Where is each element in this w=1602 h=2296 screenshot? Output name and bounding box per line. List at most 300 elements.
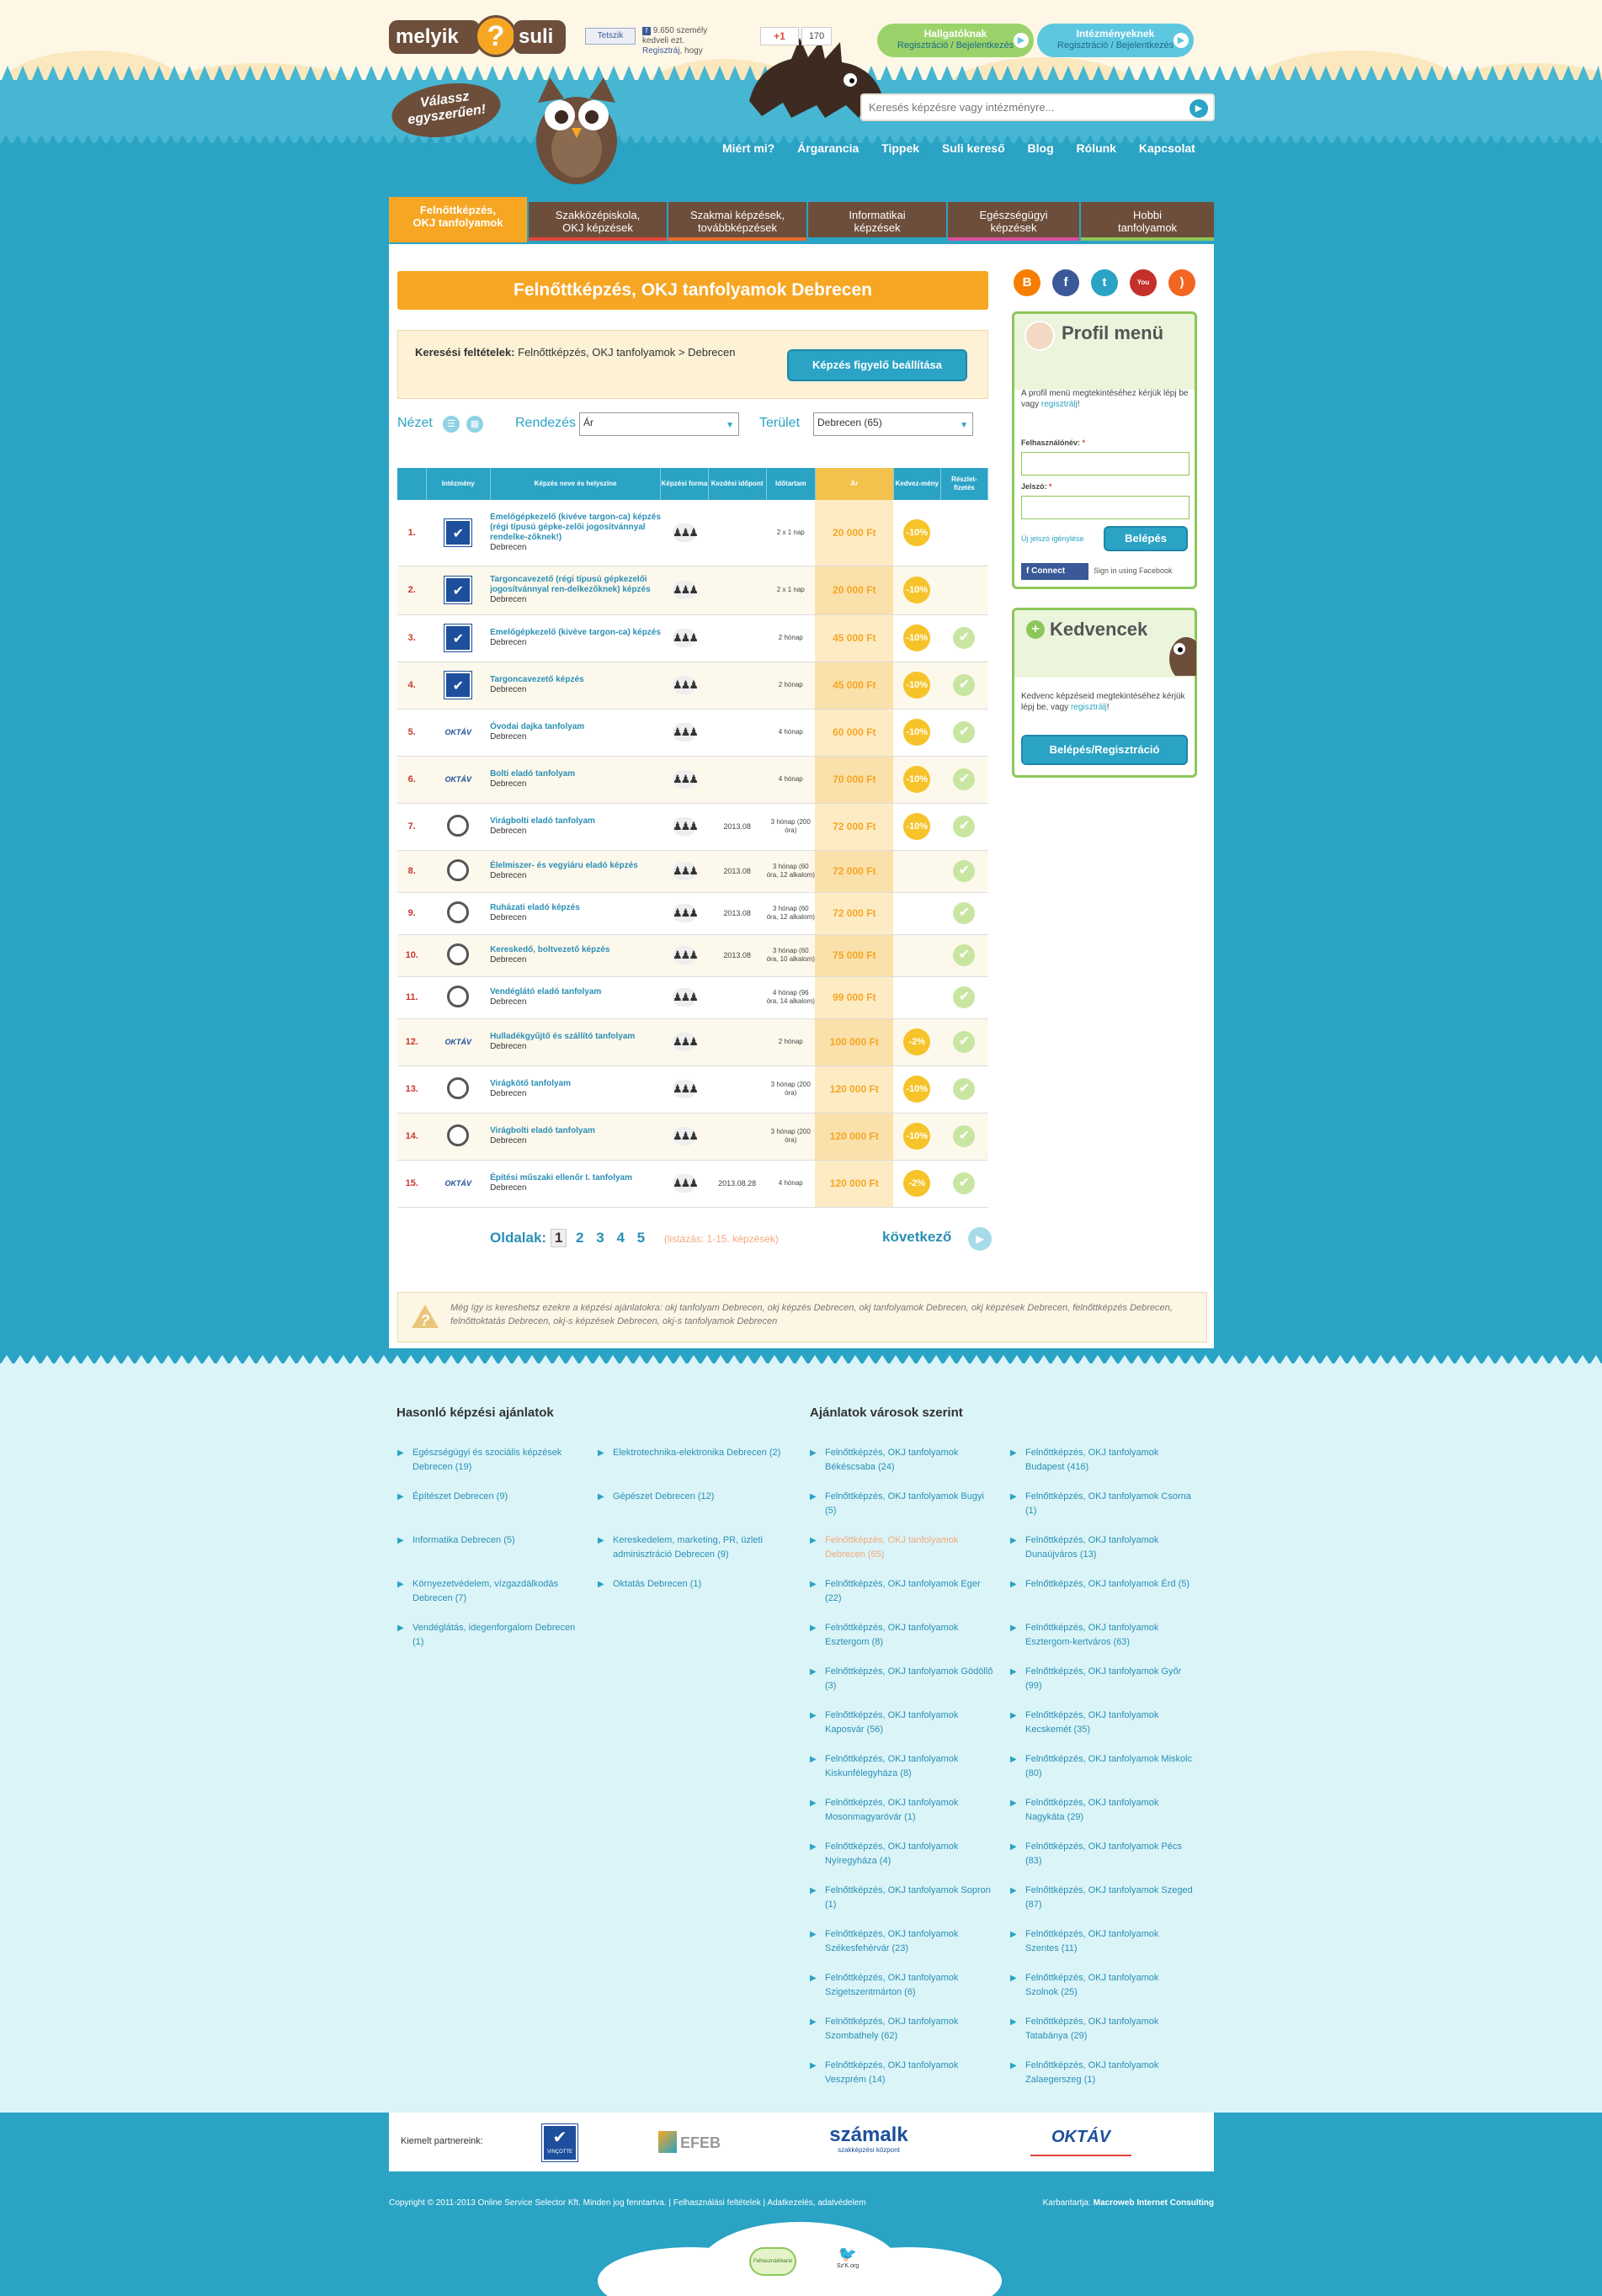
institution-seal-icon bbox=[447, 1124, 469, 1146]
bullet-arrow-icon: ▶ bbox=[1010, 1755, 1017, 1764]
course-city: Debrecen bbox=[490, 1089, 527, 1098]
link-text: Felnőttképzés, OKJ tanfolyamok Debrecen (65) bbox=[825, 1535, 959, 1560]
profile-intro-text: A profil menü megtekintéséhez kérjük lépj be vagy bbox=[1021, 389, 1189, 409]
city-link[interactable] bbox=[810, 1884, 993, 1912]
bullet-arrow-icon: ▶ bbox=[810, 1667, 817, 1677]
link-text: Felnőttképzés, OKJ tanfolyamok Székesfehérvár (23) bbox=[825, 1929, 959, 1953]
form-cell bbox=[661, 892, 708, 934]
favorites-box bbox=[1012, 608, 1197, 778]
installment-cell bbox=[940, 1066, 987, 1113]
institutions-pill[interactable] bbox=[1037, 24, 1194, 57]
username-field[interactable] bbox=[1021, 452, 1190, 476]
city-link[interactable] bbox=[1010, 1971, 1194, 2000]
results-table bbox=[397, 468, 988, 1208]
duration-cell: 3 hónap (60 óra, 10 alkalom) bbox=[766, 934, 815, 976]
search-criteria-box bbox=[397, 330, 988, 399]
nav-kapcsolat[interactable]: Kapcsolat bbox=[1138, 141, 1195, 155]
owl-peek-icon bbox=[1163, 625, 1196, 676]
row-number: 13. bbox=[397, 1066, 427, 1113]
table-row[interactable] bbox=[397, 566, 988, 614]
installment-cell bbox=[940, 892, 987, 934]
row-number: 3. bbox=[397, 614, 427, 662]
facebook-icon[interactable]: f bbox=[1052, 269, 1079, 296]
bullet-arrow-icon: ▶ bbox=[810, 1580, 817, 1589]
price-cell: 120 000 Ft bbox=[815, 1066, 893, 1113]
table-row[interactable] bbox=[397, 803, 988, 850]
page-1[interactable]: 1 bbox=[551, 1229, 567, 1247]
next-page-link[interactable]: következő bbox=[882, 1229, 952, 1245]
city-link[interactable] bbox=[1010, 1752, 1194, 1781]
youtube-icon[interactable]: You bbox=[1130, 269, 1157, 296]
row-number: 4. bbox=[397, 662, 427, 709]
similar-offer-link[interactable] bbox=[397, 1621, 581, 1650]
twitter-icon[interactable]: t bbox=[1091, 269, 1118, 296]
city-link[interactable] bbox=[1010, 1490, 1194, 1518]
table-row[interactable] bbox=[397, 1018, 988, 1066]
row-number: 1. bbox=[397, 500, 427, 566]
start-cell: 2013.08 bbox=[708, 803, 766, 850]
city-link[interactable] bbox=[1010, 1709, 1194, 1737]
bullet-arrow-icon: ▶ bbox=[1010, 2017, 1017, 2027]
link-text: Felnőttképzés, OKJ tanfolyamok Zalaegerszeg (1) bbox=[1025, 2060, 1159, 2085]
course-link[interactable]: Vendéglátó eladó tanfolyam bbox=[490, 987, 602, 997]
course-city: Debrecen bbox=[490, 913, 527, 922]
city-link[interactable] bbox=[1010, 1927, 1194, 1956]
link-text: Felnőttképzés, OKJ tanfolyamok Szolnok (25) bbox=[1025, 1973, 1159, 1997]
price-cell: 120 000 Ft bbox=[815, 1160, 893, 1207]
copyright-text: Copyright © 2011-2013 Online Service Selector Kft. Minden jog fenntartva. bbox=[389, 2198, 667, 2208]
price-cell: 72 000 Ft bbox=[815, 803, 893, 850]
top-navigation bbox=[722, 141, 1215, 155]
bullet-arrow-icon: ▶ bbox=[810, 1755, 817, 1764]
table-row[interactable] bbox=[397, 892, 988, 934]
link-text: Informatika Debrecen (5) bbox=[412, 1535, 515, 1545]
discount-badge: -10% bbox=[903, 672, 930, 699]
form-cell bbox=[661, 976, 708, 1018]
installment-cell bbox=[940, 756, 987, 803]
bullet-arrow-icon: ▶ bbox=[397, 1624, 404, 1633]
watch-settings-button[interactable]: Képzés figyelő beállítása bbox=[787, 349, 967, 381]
installment-cell bbox=[940, 614, 987, 662]
area-select[interactable] bbox=[813, 412, 973, 436]
course-name-cell bbox=[490, 566, 661, 614]
link-text: Felnőttképzés, OKJ tanfolyamok Nagykáta (29) bbox=[1025, 1798, 1159, 1822]
row-number: 7. bbox=[397, 803, 427, 850]
list-options bbox=[397, 412, 988, 438]
profile-intro bbox=[1021, 388, 1190, 410]
group-icon: ♟♟♟ bbox=[673, 629, 696, 647]
maintainer-link[interactable]: Macroweb Internet Consulting bbox=[1093, 2198, 1214, 2208]
avatar bbox=[1025, 321, 1055, 351]
course-city: Debrecen bbox=[490, 638, 527, 647]
tab-hobbi[interactable] bbox=[1081, 202, 1214, 241]
checkmark-icon: ✔ bbox=[953, 860, 975, 882]
page-3[interactable]: 3 bbox=[596, 1230, 604, 1246]
city-link[interactable] bbox=[810, 1927, 993, 1956]
facebook-icon: f bbox=[642, 27, 651, 35]
duration-cell: 2 x 1 nap bbox=[766, 566, 815, 614]
table-row[interactable] bbox=[397, 976, 988, 1018]
institution-cell bbox=[427, 803, 491, 850]
social-links bbox=[1014, 269, 1207, 300]
link-text: Felnőttképzés, OKJ tanfolyamok Eger (22) bbox=[825, 1579, 981, 1603]
discount-cell bbox=[893, 1113, 940, 1160]
nav-blog[interactable]: Blog bbox=[1027, 141, 1054, 155]
bird-icon: 🐦 bbox=[838, 2246, 858, 2262]
city-link[interactable] bbox=[1010, 1446, 1194, 1475]
discount-cell bbox=[893, 976, 940, 1018]
duration-cell: 3 hónap (200 óra) bbox=[766, 803, 815, 850]
vincotte-logo[interactable]: ✔ VINÇOTTE bbox=[542, 2124, 577, 2161]
city-link[interactable] bbox=[810, 1796, 993, 1825]
discount-badge: -10% bbox=[903, 1076, 930, 1103]
checkmark-icon: ✔ bbox=[953, 1078, 975, 1100]
slogan-bubble: Válassz egyszerűen! bbox=[388, 77, 503, 143]
course-name-cell bbox=[490, 976, 661, 1018]
duration-cell: 4 hónap (96 óra, 14 alkalom) bbox=[766, 976, 815, 1018]
duration-cell: 2 x 1 nap bbox=[766, 500, 815, 566]
city-link[interactable] bbox=[1010, 1840, 1194, 1868]
price-cell: 60 000 Ft bbox=[815, 709, 893, 756]
course-link[interactable]: Emelőgépkezelő (kivéve targon-ca) képzés (régi típusú gépke-zelői jogosítvánnyal rendelke-zőknek!) bbox=[490, 512, 661, 542]
duration-cell: 3 hónap (60 óra, 12 alkalom) bbox=[766, 892, 815, 934]
szamalk-logo[interactable]: számalk szakképzési központ bbox=[829, 2123, 908, 2154]
course-name-cell bbox=[490, 850, 661, 892]
city-link[interactable] bbox=[810, 2059, 993, 2087]
discount-badge: -10% bbox=[903, 624, 930, 651]
tab-szakmai-kepzesek[interactable] bbox=[668, 202, 806, 241]
checkmark-icon: ✔ bbox=[953, 944, 975, 966]
link-text: Környezetvédelem, vízgazdálkodás Debrecen (7) bbox=[412, 1579, 559, 1603]
link-text: Felnőttképzés, OKJ tanfolyamok Kiskunfélegyháza (8) bbox=[825, 1754, 959, 1778]
course-link[interactable]: Ruházati eladó képzés bbox=[490, 903, 580, 912]
institution-seal-icon bbox=[447, 815, 469, 837]
form-cell bbox=[661, 756, 708, 803]
next-arrow-icon[interactable]: ▶ bbox=[968, 1227, 992, 1251]
students-pill[interactable] bbox=[877, 24, 1034, 57]
view-label: Nézet bbox=[397, 416, 433, 430]
similar-offer-link[interactable] bbox=[397, 1533, 581, 1548]
grid-view-icon[interactable]: ▦ bbox=[466, 416, 483, 433]
login-button[interactable]: Belépés bbox=[1104, 526, 1188, 551]
institution-seal-icon bbox=[447, 859, 469, 881]
group-icon: ♟♟♟ bbox=[673, 770, 696, 789]
bullet-arrow-icon: ▶ bbox=[810, 1536, 817, 1545]
page-2[interactable]: 2 bbox=[576, 1230, 584, 1246]
google-plus-button[interactable] bbox=[760, 27, 799, 45]
link-text: Felnőttképzés, OKJ tanfolyamok Szentes (11) bbox=[1025, 1929, 1159, 1953]
nav-suli-kereso[interactable]: Suli kereső bbox=[941, 141, 1005, 155]
course-link[interactable]: Bolti eladó tanfolyam bbox=[490, 769, 576, 779]
bullet-arrow-icon: ▶ bbox=[1010, 1448, 1017, 1458]
table-row[interactable] bbox=[397, 709, 988, 756]
discount-cell bbox=[893, 756, 940, 803]
table-row[interactable] bbox=[397, 1066, 988, 1113]
form-cell bbox=[661, 1018, 708, 1066]
price-cell: 75 000 Ft bbox=[815, 934, 893, 976]
bullet-arrow-icon: ▶ bbox=[810, 1886, 817, 1895]
group-icon: ♟♟♟ bbox=[673, 676, 696, 694]
sort-select-value: Ár bbox=[583, 417, 593, 428]
course-name-cell bbox=[490, 1160, 661, 1207]
institution-cell bbox=[427, 756, 491, 803]
table-row[interactable] bbox=[397, 614, 988, 662]
table-header-5: Időtartam bbox=[766, 468, 815, 500]
szk-badge[interactable]: 🐦 Sz'K.org bbox=[833, 2246, 862, 2279]
nav-miert-mi[interactable]: Miért mi? bbox=[722, 141, 775, 155]
institution-seal-icon bbox=[447, 901, 469, 923]
logo-text-left: melyik bbox=[389, 20, 480, 54]
city-link[interactable] bbox=[1010, 2059, 1194, 2087]
duration-cell: 3 hónap (200 óra) bbox=[766, 1113, 815, 1160]
course-link[interactable]: Építési műszaki ellenőr I. tanfolyam bbox=[490, 1173, 633, 1183]
row-number: 2. bbox=[397, 566, 427, 614]
city-link[interactable] bbox=[810, 1709, 993, 1737]
city-link[interactable] bbox=[810, 1840, 993, 1868]
table-row[interactable] bbox=[397, 1160, 988, 1207]
group-icon: ♟♟♟ bbox=[673, 817, 696, 836]
facebook-register-link[interactable]: Regisztráj bbox=[642, 46, 680, 56]
city-link[interactable] bbox=[810, 1577, 993, 1606]
discount-badge: -10% bbox=[903, 1123, 930, 1150]
discount-badge: -10% bbox=[903, 577, 930, 603]
institution-seal-icon bbox=[447, 986, 469, 1007]
city-link[interactable] bbox=[810, 1490, 993, 1518]
bullet-arrow-icon: ▶ bbox=[598, 1536, 604, 1545]
facebook-signin-text: Sign in using Facebook bbox=[1094, 566, 1173, 575]
site-logo[interactable] bbox=[389, 15, 566, 59]
tab-felnottkepzes[interactable] bbox=[389, 197, 527, 242]
terms-link[interactable]: Felhasználási feltételek bbox=[673, 2198, 761, 2208]
discount-cell bbox=[893, 1066, 940, 1113]
profile-menu-title: Profil menü bbox=[1062, 322, 1164, 343]
bullet-arrow-icon: ▶ bbox=[598, 1448, 604, 1458]
favorites-login-button[interactable]: Belépés/Regisztráció bbox=[1021, 735, 1188, 765]
similar-offer-link[interactable] bbox=[397, 1490, 581, 1504]
city-link[interactable] bbox=[810, 2015, 993, 2044]
sort-select[interactable] bbox=[579, 412, 739, 436]
table-row[interactable] bbox=[397, 934, 988, 976]
course-city: Debrecen bbox=[490, 871, 527, 880]
similar-offer-link[interactable] bbox=[598, 1490, 781, 1504]
institution-cell bbox=[427, 892, 491, 934]
city-link[interactable] bbox=[810, 1971, 993, 2000]
list-view-icon[interactable]: ☰ bbox=[443, 416, 460, 433]
bullet-arrow-icon: ▶ bbox=[810, 1448, 817, 1458]
institution-cell bbox=[427, 976, 491, 1018]
similar-offer-link[interactable] bbox=[397, 1446, 581, 1475]
row-number: 9. bbox=[397, 892, 427, 934]
similar-offer-link[interactable] bbox=[598, 1577, 781, 1592]
price-cell: 20 000 Ft bbox=[815, 566, 893, 614]
start-cell: 2013.08 bbox=[708, 850, 766, 892]
page-5[interactable]: 5 bbox=[636, 1230, 646, 1246]
area-label: Terület bbox=[759, 416, 801, 430]
tab-informatikai[interactable] bbox=[808, 202, 946, 241]
table-row[interactable] bbox=[397, 1113, 988, 1160]
checkmark-icon: ✔ bbox=[953, 721, 975, 743]
footer-links-section bbox=[0, 1363, 1602, 2113]
institution-cell bbox=[427, 614, 491, 662]
favorites-register-link[interactable]: regisztrálj bbox=[1070, 703, 1107, 712]
institutions-pill-links[interactable]: Regisztráció / Bejelentkezés bbox=[1056, 40, 1174, 50]
nav-rolunk[interactable]: Rólunk bbox=[1076, 141, 1116, 155]
link-text: Felnőttképzés, OKJ tanfolyamok Szombathely (62) bbox=[825, 2017, 959, 2041]
link-text: Egészségügyi és szociális képzések Debrecen (19) bbox=[412, 1448, 562, 1472]
checkmark-icon: ✔ bbox=[953, 816, 975, 837]
maintainer-label: Karbantartja: bbox=[1042, 2198, 1091, 2208]
table-header-4: Kezdési időpont bbox=[708, 468, 766, 500]
bullet-arrow-icon: ▶ bbox=[810, 2017, 817, 2027]
link-text: Gépészet Debrecen (12) bbox=[613, 1491, 715, 1501]
bullet-arrow-icon: ▶ bbox=[397, 1580, 404, 1589]
city-link[interactable] bbox=[1010, 1884, 1194, 1912]
similar-offer-link[interactable] bbox=[598, 1446, 781, 1460]
course-city: Debrecen bbox=[490, 1183, 527, 1193]
course-link[interactable]: Virágkötő tanfolyam bbox=[490, 1079, 572, 1088]
similar-offer-link[interactable] bbox=[397, 1577, 581, 1606]
password-label: Jelszó: * bbox=[1021, 482, 1052, 491]
password-field[interactable] bbox=[1021, 496, 1190, 519]
course-name-cell bbox=[490, 803, 661, 850]
similar-offer-link[interactable] bbox=[598, 1533, 781, 1562]
bullet-arrow-icon: ▶ bbox=[1010, 1799, 1017, 1808]
course-name-cell bbox=[490, 756, 661, 803]
group-icon: ♟♟♟ bbox=[673, 946, 696, 965]
link-text: Kereskedelem, marketing, PR, üzleti adminisztráció Debrecen (9) bbox=[613, 1535, 763, 1560]
start-cell bbox=[708, 662, 766, 709]
table-header-0 bbox=[397, 468, 427, 500]
forgot-password-link[interactable]: Új jelszó igénylése bbox=[1021, 534, 1084, 543]
city-link[interactable] bbox=[810, 1533, 993, 1562]
efeb-logo[interactable]: EFEB bbox=[658, 2124, 726, 2158]
tab-szakkozepiskola[interactable] bbox=[529, 202, 667, 241]
checkmark-icon: ✔ bbox=[953, 986, 975, 1008]
installment-cell bbox=[940, 850, 987, 892]
students-pill-links[interactable]: Regisztráció / Bejelentkezés bbox=[897, 40, 1014, 50]
course-link[interactable]: Virágbolti eladó tanfolyam bbox=[490, 1126, 595, 1135]
oktav-logo[interactable]: OKTÁV bbox=[1030, 2128, 1131, 2156]
search-hint-text: Még így is kereshetsz ezekre a képzési ajánlatokra: okj tanfolyam Debrecen, okj képzés Debrecen, okj tanfolyamok Debrecen, okj képzések Debrecen, felnőttképzés Debrecen, felnőttoktatás Debrecen, okj-s képzések Debrecen, okj-s tanfolyamok Debrecen bbox=[450, 1303, 1173, 1326]
page-4[interactable]: 4 bbox=[616, 1230, 625, 1246]
similar-offers-title: Hasonló képzési ajánlatok bbox=[397, 1406, 554, 1420]
tab-egeszsegugyi[interactable] bbox=[948, 202, 1079, 241]
city-link[interactable] bbox=[1010, 1533, 1194, 1562]
group-icon: ♟♟♟ bbox=[673, 862, 696, 880]
course-city: Debrecen bbox=[490, 826, 527, 836]
start-cell: 2013.08.28 bbox=[708, 1160, 766, 1207]
course-link[interactable]: Targoncavezető képzés bbox=[490, 675, 584, 684]
table-row[interactable] bbox=[397, 756, 988, 803]
search-input[interactable] bbox=[862, 95, 1165, 120]
start-cell bbox=[708, 500, 766, 566]
pager-info: (listázás: 1-15. képzések) bbox=[663, 1233, 779, 1245]
city-link[interactable] bbox=[810, 1446, 993, 1475]
table-row[interactable] bbox=[397, 500, 988, 566]
blogger-icon[interactable]: B bbox=[1014, 269, 1041, 296]
city-link[interactable] bbox=[1010, 2015, 1194, 2044]
course-city: Debrecen bbox=[490, 955, 527, 965]
city-link[interactable] bbox=[1010, 1796, 1194, 1825]
course-link[interactable]: Emelőgépkezelő (kivéve targon-ca) képzés bbox=[490, 628, 661, 637]
course-link[interactable]: Élelmiszer- és vegyiáru eladó képzés bbox=[490, 861, 638, 870]
oktav-logo-icon: OKTÁV bbox=[444, 775, 472, 784]
privacy-link[interactable]: Adatkezelés, adatvédelem bbox=[767, 2198, 866, 2208]
bullet-arrow-icon: ▶ bbox=[1010, 1974, 1017, 1983]
nav-argarancia[interactable]: Árgarancia bbox=[797, 141, 860, 155]
course-city: Debrecen bbox=[490, 685, 527, 694]
institution-cell bbox=[427, 500, 491, 566]
search-submit-icon[interactable]: ▶ bbox=[1190, 99, 1208, 118]
table-row[interactable] bbox=[397, 850, 988, 892]
course-link[interactable]: Hulladékgyűjtő és szállító tanfolyam bbox=[490, 1032, 636, 1041]
link-text: Felnőttképzés, OKJ tanfolyamok Kaposvár (56) bbox=[825, 1710, 959, 1735]
favorites-intro-text: Kedvenc képzéseid megtekintéséhez kérjük lépj be, vagy bbox=[1021, 692, 1185, 712]
row-number: 8. bbox=[397, 850, 427, 892]
city-link[interactable] bbox=[1010, 1621, 1194, 1650]
link-text: Felnőttképzés, OKJ tanfolyamok Nyíregyháza (4) bbox=[825, 1842, 959, 1866]
duration-cell: 2 hónap bbox=[766, 1018, 815, 1066]
favorites-intro-end: ! bbox=[1106, 703, 1110, 712]
link-text: Felnőttképzés, OKJ tanfolyamok Miskolc (80) bbox=[1025, 1754, 1193, 1778]
favorites-title: Kedvencek bbox=[1050, 619, 1148, 640]
table-row[interactable] bbox=[397, 662, 988, 709]
duration-cell: 4 hónap bbox=[766, 1160, 815, 1207]
form-cell bbox=[661, 1066, 708, 1113]
course-name-cell bbox=[490, 614, 661, 662]
link-text: Felnőttképzés, OKJ tanfolyamok Budapest (416) bbox=[1025, 1448, 1159, 1472]
facebook-like-button[interactable]: Tetszik bbox=[585, 28, 636, 45]
bullet-arrow-icon: ▶ bbox=[598, 1492, 604, 1501]
start-cell: 2013.08 bbox=[708, 892, 766, 934]
city-link[interactable] bbox=[810, 1752, 993, 1781]
tab-label: Felnőttképzés, OKJ tanfolyamok bbox=[412, 204, 503, 229]
institution-cell bbox=[427, 662, 491, 709]
profile-register-link[interactable]: regisztrálj bbox=[1041, 400, 1078, 409]
duration-cell: 2 hónap bbox=[766, 614, 815, 662]
tab-label: Szakközépiskola, OKJ képzések bbox=[555, 209, 641, 234]
course-link[interactable]: Virágbolti eladó tanfolyam bbox=[490, 816, 595, 826]
facebook-connect-button[interactable]: f Connect bbox=[1021, 563, 1088, 580]
facebook-suffix: , hogy bbox=[679, 46, 703, 56]
city-link[interactable] bbox=[1010, 1577, 1194, 1592]
group-icon: ♟♟♟ bbox=[673, 1174, 696, 1193]
link-text: Felnőttképzés, OKJ tanfolyamok Szigetszentmárton (6) bbox=[825, 1973, 959, 1997]
city-link[interactable] bbox=[1010, 1665, 1194, 1693]
city-link[interactable] bbox=[810, 1621, 993, 1650]
link-text: Felnőttképzés, OKJ tanfolyamok Szeged (87) bbox=[1025, 1885, 1193, 1910]
course-link[interactable]: Targoncavezető (régi típusú gépkezelői jogosítvánnyal ren-delkezőknek) képzés bbox=[490, 575, 651, 594]
course-link[interactable]: Kereskedő, boltvezető képzés bbox=[490, 945, 610, 954]
course-link[interactable]: Óvodai dajka tanfolyam bbox=[490, 722, 585, 731]
partners-label: Kiemelt partnereink: bbox=[401, 2136, 483, 2146]
course-name-cell bbox=[490, 934, 661, 976]
city-link[interactable] bbox=[810, 1665, 993, 1693]
chevron-down-icon: ▼ bbox=[960, 421, 968, 430]
discount-cell bbox=[893, 566, 940, 614]
institution-cell bbox=[427, 1160, 491, 1207]
link-text: Felnőttképzés, OKJ tanfolyamok Veszprém (14) bbox=[825, 2060, 959, 2085]
rss-icon[interactable]: ) bbox=[1168, 269, 1195, 296]
checkmark-icon: ✔ bbox=[953, 627, 975, 649]
installment-cell bbox=[940, 976, 987, 1018]
user-friendly-badge[interactable]: Felhasználóbarát bbox=[749, 2247, 796, 2276]
nav-tippek[interactable]: Tippek bbox=[881, 141, 920, 155]
oktav-logo-icon: OKTÁV bbox=[444, 1038, 472, 1046]
table-header-2: Képzés neve és helyszíne bbox=[490, 468, 661, 500]
start-cell bbox=[708, 709, 766, 756]
bullet-arrow-icon: ▶ bbox=[810, 1842, 817, 1852]
